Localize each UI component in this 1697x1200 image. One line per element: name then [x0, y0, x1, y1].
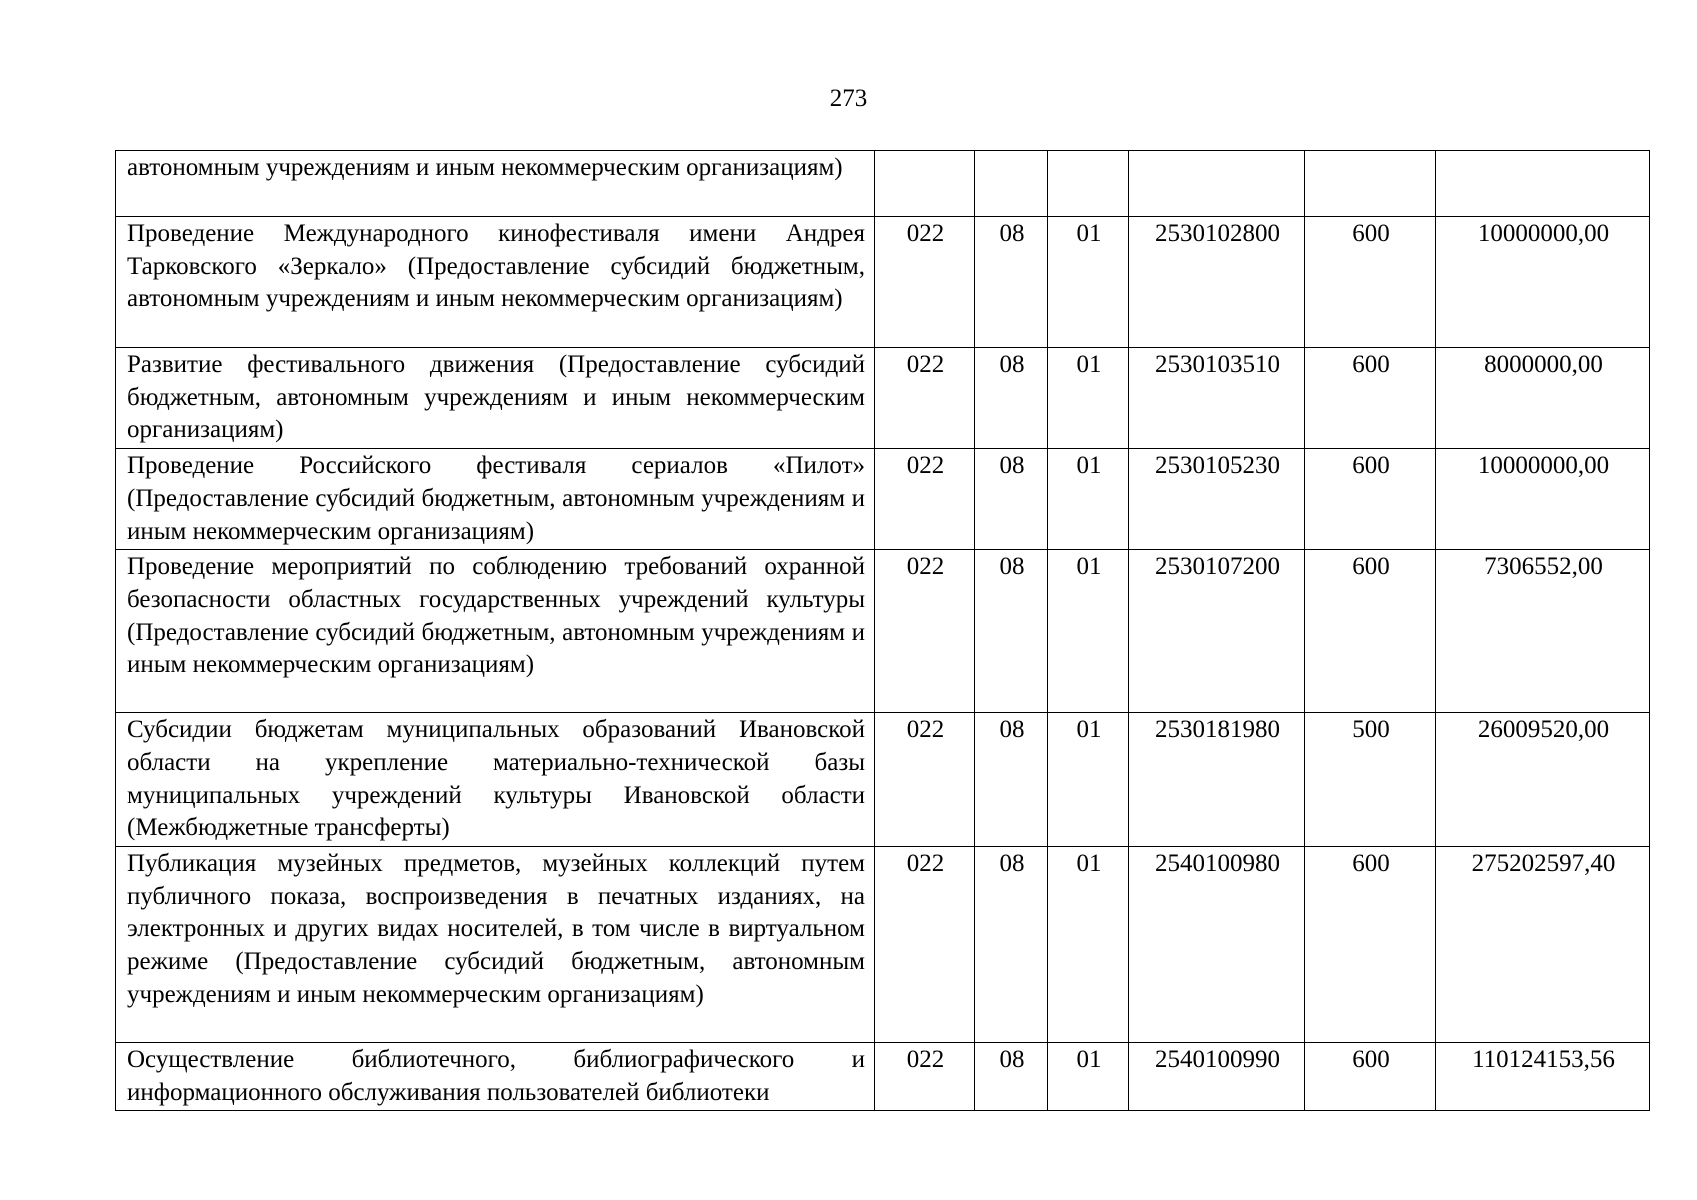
subsection-code: 01: [1048, 847, 1129, 1043]
row-description: автономным учреждениям и иным некоммерческим организациям): [116, 151, 875, 217]
subsection-code: 01: [1048, 550, 1129, 713]
subsection-code: 01: [1048, 217, 1129, 348]
amount: 8000000,00: [1436, 348, 1650, 449]
section-code: 08: [975, 847, 1048, 1043]
section-code: 08: [975, 449, 1048, 550]
ministry-code: 022: [875, 217, 975, 348]
row-description: Развитие фестивального движения (Предоставление субсидий бюджетным, автономным учреждениям и иным некоммерческим организациям): [116, 348, 875, 449]
target-article-code: 2530102800: [1129, 217, 1305, 348]
expense-type-code: 600: [1305, 449, 1436, 550]
amount: 110124153,56: [1436, 1043, 1650, 1111]
target-article-code: 2530105230: [1129, 449, 1305, 550]
subsection-code: 01: [1048, 713, 1129, 847]
ministry-code: 022: [875, 713, 975, 847]
amount: [1436, 151, 1650, 217]
amount: 275202597,40: [1436, 847, 1650, 1043]
ministry-code: 022: [875, 847, 975, 1043]
ministry-code: 022: [875, 550, 975, 713]
ministry-code: 022: [875, 449, 975, 550]
section-code: 08: [975, 550, 1048, 713]
section-code: 08: [975, 1043, 1048, 1111]
section-code: 08: [975, 348, 1048, 449]
target-article-code: 2540100980: [1129, 847, 1305, 1043]
expense-type-code: 500: [1305, 713, 1436, 847]
subsection-code: 01: [1048, 348, 1129, 449]
subsection-code: 01: [1048, 449, 1129, 550]
budget-table: [115, 150, 1650, 1111]
row-description: Проведение Международного кинофестиваля имени Андрея Тарковского «Зеркало» (Предоставление субсидий бюджетным, автономным учреждениям и иным некоммерческим организациям): [116, 217, 875, 348]
page-number: 273: [829, 85, 868, 112]
expense-type-code: 600: [1305, 847, 1436, 1043]
ministry-code: 022: [875, 348, 975, 449]
row-description: Публикация музейных предметов, музейных коллекций путем публичного показа, воспроизведения в печатных изданиях, на электронных и других видах носителей, в том числе в виртуальном режиме (Предоставление субсидий бюджетным, автономным учреждениям и иным некоммерческим организациям): [116, 847, 875, 1043]
table-row: [116, 449, 1650, 550]
table-row: [116, 348, 1650, 449]
target-article-code: [1129, 151, 1305, 217]
row-description: Осуществление библиотечного, библиографического и информационного обслуживания пользователей библиотеки: [116, 1043, 875, 1111]
table-row: [116, 550, 1650, 713]
section-code: [975, 151, 1048, 217]
target-article-code: 2530107200: [1129, 550, 1305, 713]
row-description: Проведение Российского фестиваля сериалов «Пилот» (Предоставление субсидий бюджетным, автономным учреждениям и иным некоммерческим организациям): [116, 449, 875, 550]
table-row: [116, 1043, 1650, 1111]
table-row: [116, 713, 1650, 847]
expense-type-code: 600: [1305, 550, 1436, 713]
amount: 26009520,00: [1436, 713, 1650, 847]
target-article-code: 2530103510: [1129, 348, 1305, 449]
subsection-code: 01: [1048, 1043, 1129, 1111]
expense-type-code: [1305, 151, 1436, 217]
target-article-code: 2530181980: [1129, 713, 1305, 847]
amount: 7306552,00: [1436, 550, 1650, 713]
table-row: [116, 217, 1650, 348]
target-article-code: 2540100990: [1129, 1043, 1305, 1111]
ministry-code: 022: [875, 1043, 975, 1111]
subsection-code: [1048, 151, 1129, 217]
row-description: Субсидии бюджетам муниципальных образований Ивановской области на укрепление материально-технической базы муниципальных учреждений культуры Ивановской области (Межбюджетные трансферты): [116, 713, 875, 847]
expense-type-code: 600: [1305, 348, 1436, 449]
table-row: [116, 847, 1650, 1043]
section-code: 08: [975, 217, 1048, 348]
expense-type-code: 600: [1305, 1043, 1436, 1111]
amount: 10000000,00: [1436, 217, 1650, 348]
ministry-code: [875, 151, 975, 217]
row-description: Проведение мероприятий по соблюдению требований охранной безопасности областных государственных учреждений культуры (Предоставление субсидий бюджетным, автономным учреждениям и иным некоммерческим организациям): [116, 550, 875, 713]
table-row: [116, 151, 1650, 217]
amount: 10000000,00: [1436, 449, 1650, 550]
section-code: 08: [975, 713, 1048, 847]
expense-type-code: 600: [1305, 217, 1436, 348]
